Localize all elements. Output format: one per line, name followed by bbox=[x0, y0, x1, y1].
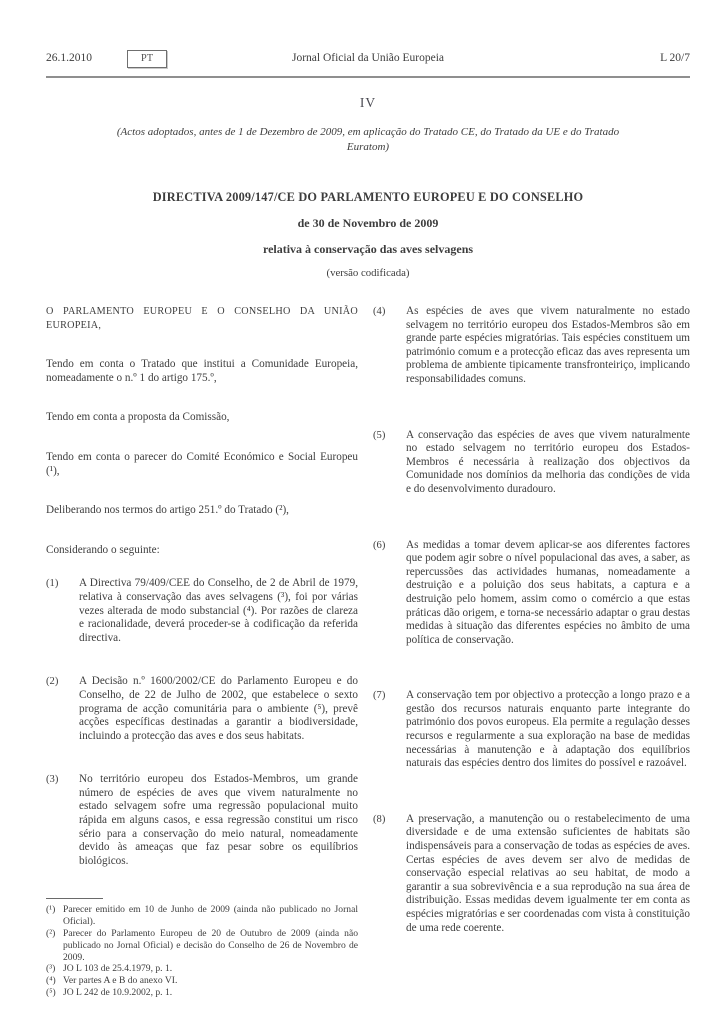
section-note: (Actos adoptados, antes de 1 de Dezembro de 2009, em aplicação do Tratado CE, do Tratado da UE e do Tratado Euratom) bbox=[116, 126, 620, 153]
recital-number: (8) bbox=[373, 813, 386, 825]
recital-2 bbox=[46, 675, 358, 743]
recital-text: A conservação tem por objectivo a protecção a longo prazo e a gestão dos recursos naturais enquanto parte integrante do património dos povos europeus. Ela permite a regulação desses recursos e regularmente a sua exploração na base de medidas necessárias à manutenção e à adaptação dos equilíbrios naturais das espécies dentro dos limites do possível e razoável. bbox=[406, 689, 690, 770]
recital-4 bbox=[373, 305, 690, 387]
footnote-2 bbox=[46, 928, 358, 963]
header-rule bbox=[46, 76, 690, 78]
preamble-paragraph: Tendo em conta a proposta da Comissão, bbox=[46, 411, 230, 424]
recital-text: A Directiva 79/409/CEE do Conselho, de 2 de Abril de 1979, relativa à conservação das aves selvagens (³), foi por várias vezes alterada de modo substancial (⁴). Por razões de clareza e racionalidade, deverá proceder-se à codificação da referida directiva. bbox=[79, 577, 358, 644]
preamble-paragraph: Deliberando nos termos do artigo 251.º do Tratado (²), bbox=[46, 504, 289, 517]
footnote-number: (⁴) bbox=[46, 975, 56, 987]
recital-number: (6) bbox=[373, 539, 386, 551]
footnote-text: Parecer emitido em 10 de Junho de 2009 (ainda não publicado no Jornal Oficial). bbox=[63, 904, 358, 928]
recital-6 bbox=[373, 539, 690, 648]
recital-number: (3) bbox=[46, 774, 59, 786]
act-title-line2: de 30 de Novembro de 2009 bbox=[297, 216, 439, 230]
recital-text: A conservação das espécies de aves que vivem naturalmente no estado selvagem no território europeu dos Estados-Membros é necessária à realização dos objectivos da Comunidade nos domínios da melhoria das condições de vida e do desenvolvimento duradouro. bbox=[406, 428, 690, 495]
two-column-body bbox=[46, 305, 690, 999]
enacting-authority: O PARLAMENTO EUROPEU E O CONSELHO DA UNIÃO EUROPEIA, bbox=[46, 306, 358, 331]
recital-text: As espécies de aves que vivem naturalmente no estado selvagem no território europeu dos Estados-Membros são em grande parte espécies migratórias. Tais espécies constituem um património comum e a protecção eficaz das aves representa um problema de ambiente tipicamente transfronteiriço, implicando responsabilidades comuns. bbox=[406, 305, 690, 385]
page-reference: L 20/7 bbox=[660, 52, 690, 64]
footnote-number: (²) bbox=[46, 928, 56, 940]
footnote-number: (⁵) bbox=[46, 987, 56, 999]
footnote-1 bbox=[46, 904, 358, 928]
page-header bbox=[46, 50, 690, 70]
recital-number: (5) bbox=[373, 429, 386, 441]
recital-7 bbox=[373, 689, 690, 771]
recital-text: A preservação, a manutenção ou o restabelecimento de uma diversidade e de uma extensão suficientes de habitats são indispensáveis para a conservação de todas as espécies de aves. Certas espécies de aves devem ser alvo de medidas de conservação especial relativas ao seu habitat, de modo a garantir a sua sobrevivência e a sua reprodução na sua área de distribuição. Essas medidas devem igualmente ter em conta as espécies migratórias e ser coordenadas com vista à constituição de uma rede coerente. bbox=[406, 812, 690, 934]
footnote-text: Parecer do Parlamento Europeu de 20 de Outubro de 2009 (ainda não publicado no Jornal Oficial) e decisão do Conselho de 26 de Novembro de 2009. bbox=[63, 928, 358, 963]
recital-number: (4) bbox=[373, 306, 386, 317]
section-numeral: IV bbox=[359, 95, 377, 110]
preamble-paragraph: Tendo em conta o parecer do Comité Económico e Social Europeu (¹), bbox=[46, 450, 358, 477]
act-title bbox=[46, 190, 690, 279]
recital-number: (2) bbox=[46, 676, 59, 688]
footnote-number: (³) bbox=[46, 963, 56, 975]
act-title-line3: relativa à conservação das aves selvagens bbox=[262, 242, 474, 256]
language-badge: PT bbox=[127, 50, 167, 68]
right-column bbox=[373, 305, 690, 999]
recital-3 bbox=[46, 773, 358, 868]
recital-8 bbox=[373, 813, 690, 935]
recital-1 bbox=[46, 577, 358, 645]
recital-text: A Decisão n.º 1600/2002/CE do Parlamento Europeu e do Conselho, de 22 de Julho de 2002, que estabelece o sexto programa de acção comunitária para o ambiente (⁵), prevê acções específicas destinadas a garantir a biodiversidade, incluindo a protecção das aves e dos seus habitats. bbox=[79, 675, 358, 742]
preamble-paragraph: Considerando o seguinte: bbox=[46, 543, 160, 556]
journal-title: Jornal Oficial da União Europeia bbox=[292, 52, 444, 64]
header-date: 26.1.2010 bbox=[46, 52, 92, 64]
recital-number: (1) bbox=[46, 578, 59, 590]
act-title-line1: DIRECTIVA 2009/147/CE DO PARLAMENTO EUROPEU E DO CONSELHO bbox=[152, 190, 584, 204]
footnote-3 bbox=[46, 963, 358, 975]
footnote-5 bbox=[46, 987, 358, 999]
recital-5 bbox=[373, 429, 690, 497]
footnote-text: JO L 103 de 25.4.1979, p. 1. bbox=[63, 963, 173, 975]
recital-text: As medidas a tomar devem aplicar-se aos diferentes factores que podem agir sobre o nível populacional das aves, a saber, as repercussões das actividades humanas, nomeadamente a destruição e a poluição dos seus habitats, a captura e a destruição pelo homem, assim como o comércio a que estas práticas dão origem, e torna-se necessário adaptar o grau destas medidas à situação das diferentes espécies no âmbito de uma política de conservação. bbox=[406, 538, 690, 646]
recital-number: (7) bbox=[373, 690, 386, 702]
footnote-separator bbox=[46, 898, 103, 899]
footnote-text: Ver partes A e B do anexo VI. bbox=[63, 975, 178, 987]
recital-text: No território europeu dos Estados-Membros, um grande número de espécies de aves que vivem naturalmente no estado selvagem sofre uma regressão populacional muito rápida em alguns casos, e essa regressão constitui um risco sério para a conservação do meio natural, nomeadamente devido às ameaças que faz pesar sobre os equilíbrios biológicos. bbox=[79, 773, 358, 867]
left-column bbox=[46, 305, 358, 999]
act-title-line4: (versão codificada) bbox=[326, 267, 410, 279]
preamble-paragraph: Tendo em conta o Tratado que institui a Comunidade Europeia, nomeadamente o n.º 1 do artigo 175.º, bbox=[46, 358, 358, 384]
footnote-4 bbox=[46, 975, 358, 987]
footnote-number: (¹) bbox=[46, 904, 56, 916]
footnote-text: JO L 242 de 10.9.2002, p. 1. bbox=[63, 987, 173, 999]
